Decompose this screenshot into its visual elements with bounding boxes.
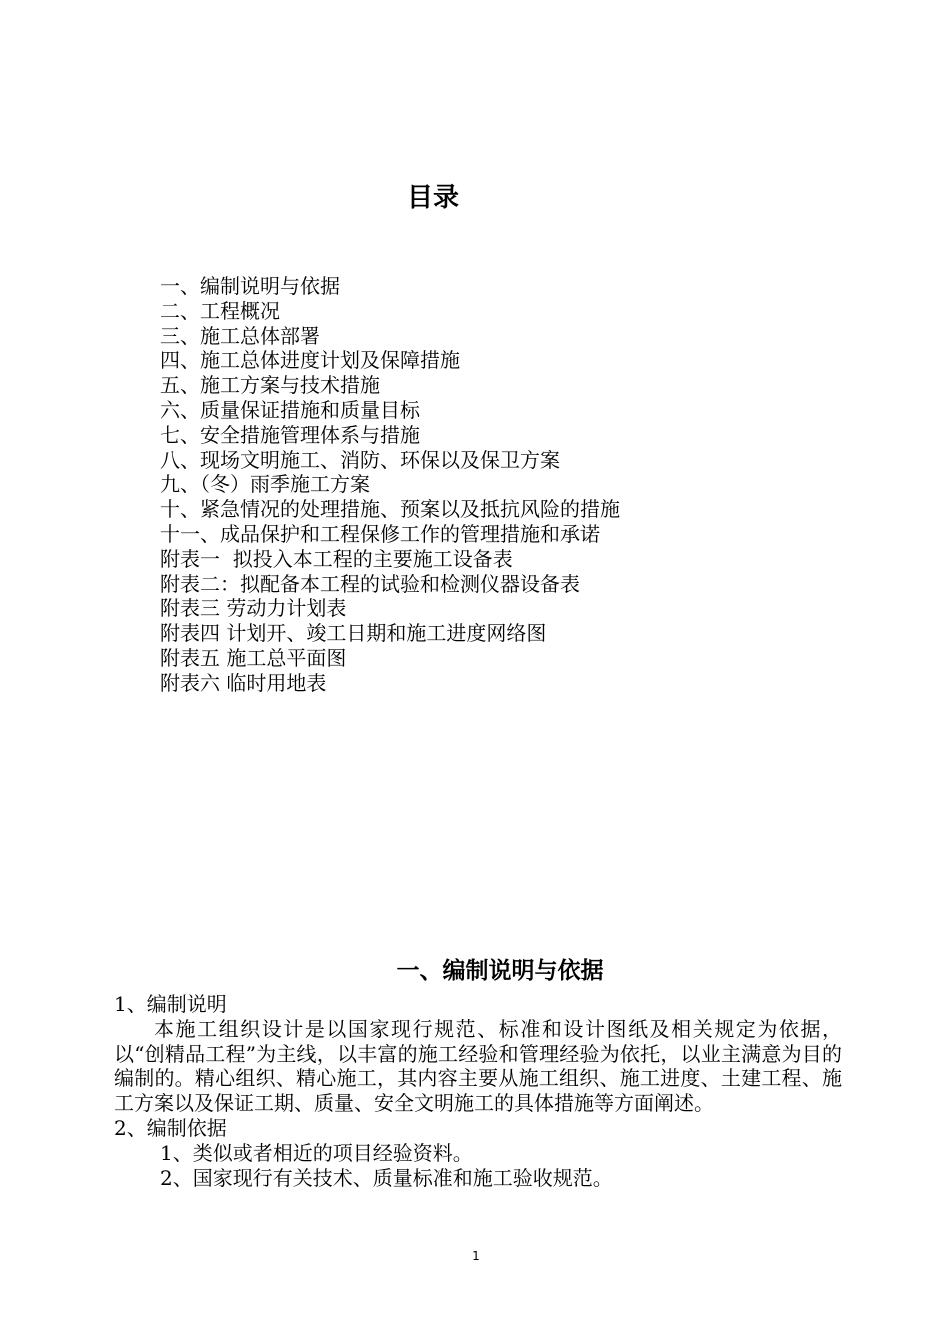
page-number: 1 — [472, 1249, 480, 1263]
toc-title: 目录 — [406, 183, 459, 213]
toc-item[interactable]: 九、（冬）雨季施工方案 — [160, 472, 370, 497]
toc-item[interactable]: 十、紧急情况的处理措施、预案以及抵抗风险的措施 — [160, 497, 620, 522]
toc-item[interactable]: 附表六 临时用地表 — [160, 670, 327, 695]
toc-item[interactable]: 四、施工总体进度计划及保障措施 — [160, 348, 460, 373]
section-body — [114, 992, 842, 1190]
toc-item[interactable]: 三、施工总体部署 — [160, 323, 320, 348]
toc-item[interactable]: 五、施工方案与技术措施 — [160, 373, 380, 398]
toc-item[interactable]: 附表一 拟投入本工程的主要施工设备表 — [160, 546, 513, 571]
subsection-heading: 1、编制说明 — [114, 992, 227, 1016]
toc-item[interactable]: 二、工程概况 — [160, 298, 280, 323]
section-title: 一、编制说明与依据 — [396, 958, 604, 984]
toc-item[interactable]: 十一、成品保护和工程保修工作的管理措施和承诺 — [160, 521, 600, 546]
list-item: 1、类似或者相近的项目经验资料。 — [160, 1140, 473, 1165]
body-paragraph: 本施工组织设计是以国家现行规范、标准和设计图纸及相关规定为依据，以“创精品工程”为主线，以丰富的施工经验和管理经验为依托，以业主满意为目的编制的。精心组织、精心施工，其内容主要从施工组织、施工进度、土建工程、施工方案以及保证工期、质量、安全文明施工的具体措施等方面阐述。 — [114, 1016, 842, 1116]
toc-item[interactable]: 附表二：拟配备本工程的试验和检测仪器设备表 — [160, 571, 580, 596]
toc-item[interactable]: 附表五 施工总平面图 — [160, 645, 347, 670]
toc-item[interactable]: 六、质量保证措施和质量目标 — [160, 397, 420, 422]
toc-item[interactable]: 附表四 计划开、竣工日期和施工进度网络图 — [160, 621, 547, 646]
toc-item[interactable]: 附表三 劳动力计划表 — [160, 596, 347, 621]
toc-item[interactable]: 七、安全措施管理体系与措施 — [160, 422, 420, 447]
list-item: 2、国家现行有关技术、质量标准和施工验收规范。 — [160, 1165, 613, 1190]
subsection-heading: 2、编制依据 — [114, 1115, 227, 1140]
toc-list — [160, 274, 620, 696]
toc-item[interactable]: 八、现场文明施工、消防、环保以及保卫方案 — [160, 447, 560, 472]
toc-item[interactable]: 一、编制说明与依据 — [160, 274, 340, 298]
